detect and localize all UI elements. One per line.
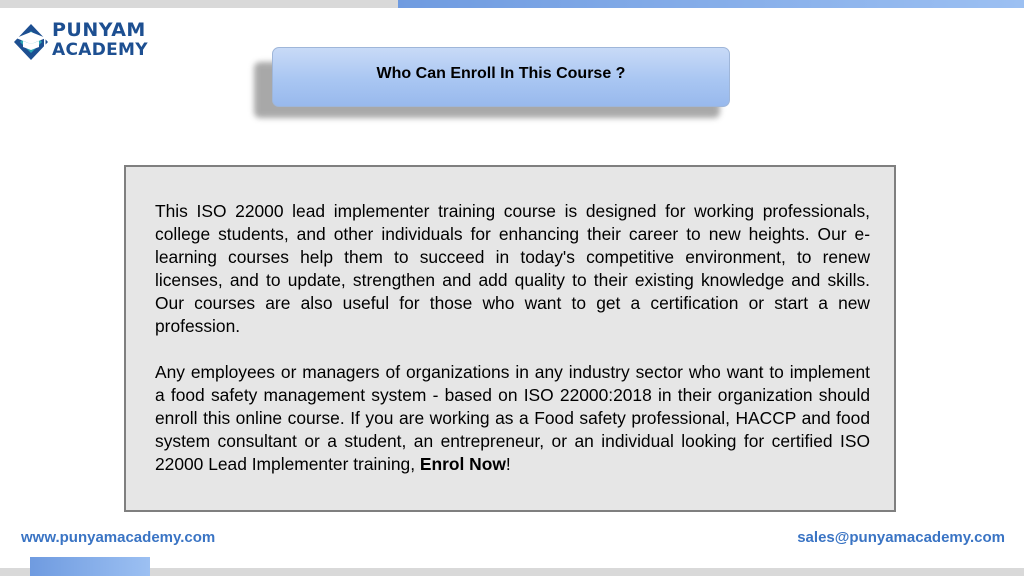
bottom-decor-bar-gray (0, 568, 1024, 576)
paragraph-intro-text: This ISO 22000 lead implementer training course is designed for working professionals, college students, and other individuals for enhancing their career to new heights. Our e-learning courses help them to succeed in today's competitive environment, to renew licenses, and to update, strengthen and add quality to their existing knowledge and skills. Our courses are also useful for those who want to get a certification or start a new profession. (155, 201, 870, 336)
logo-text (52, 20, 148, 60)
paragraph-audience (155, 361, 870, 476)
top-decor-bar-blue (398, 0, 1024, 8)
top-decor-bar-gray (0, 0, 400, 8)
website-link[interactable]: www.punyamacademy.com (21, 529, 216, 546)
logo-line-punyam: PUNYAM (52, 19, 146, 41)
paragraph-audience-text: Any employees or managers of organizations in any industry sector who want to implement a food safety management system - based on ISO 22000:2018 in their organization should enroll this online course. If you are working as a Food safety professional, HACCP and food system consultant or a student, an entrepreneur, or an individual looking for certified ISO 22000 Lead Implementer training, (155, 362, 870, 474)
content-panel (124, 165, 896, 512)
email-link[interactable]: sales@punyamacademy.com (797, 529, 1005, 546)
page-title: Who Can Enroll In This Course ? (376, 65, 626, 82)
logo-line-academy: ACADEMY (52, 40, 148, 60)
title-banner (272, 47, 730, 107)
enrol-now-link[interactable]: Enrol Now (419, 454, 506, 474)
bottom-decor-bar-blue (30, 557, 150, 576)
paragraph-intro (155, 200, 870, 338)
enrol-now-suffix: ! (505, 454, 511, 474)
content-text (155, 200, 870, 476)
graduation-cap-icon (12, 22, 50, 62)
punyam-academy-logo[interactable] (12, 20, 152, 68)
